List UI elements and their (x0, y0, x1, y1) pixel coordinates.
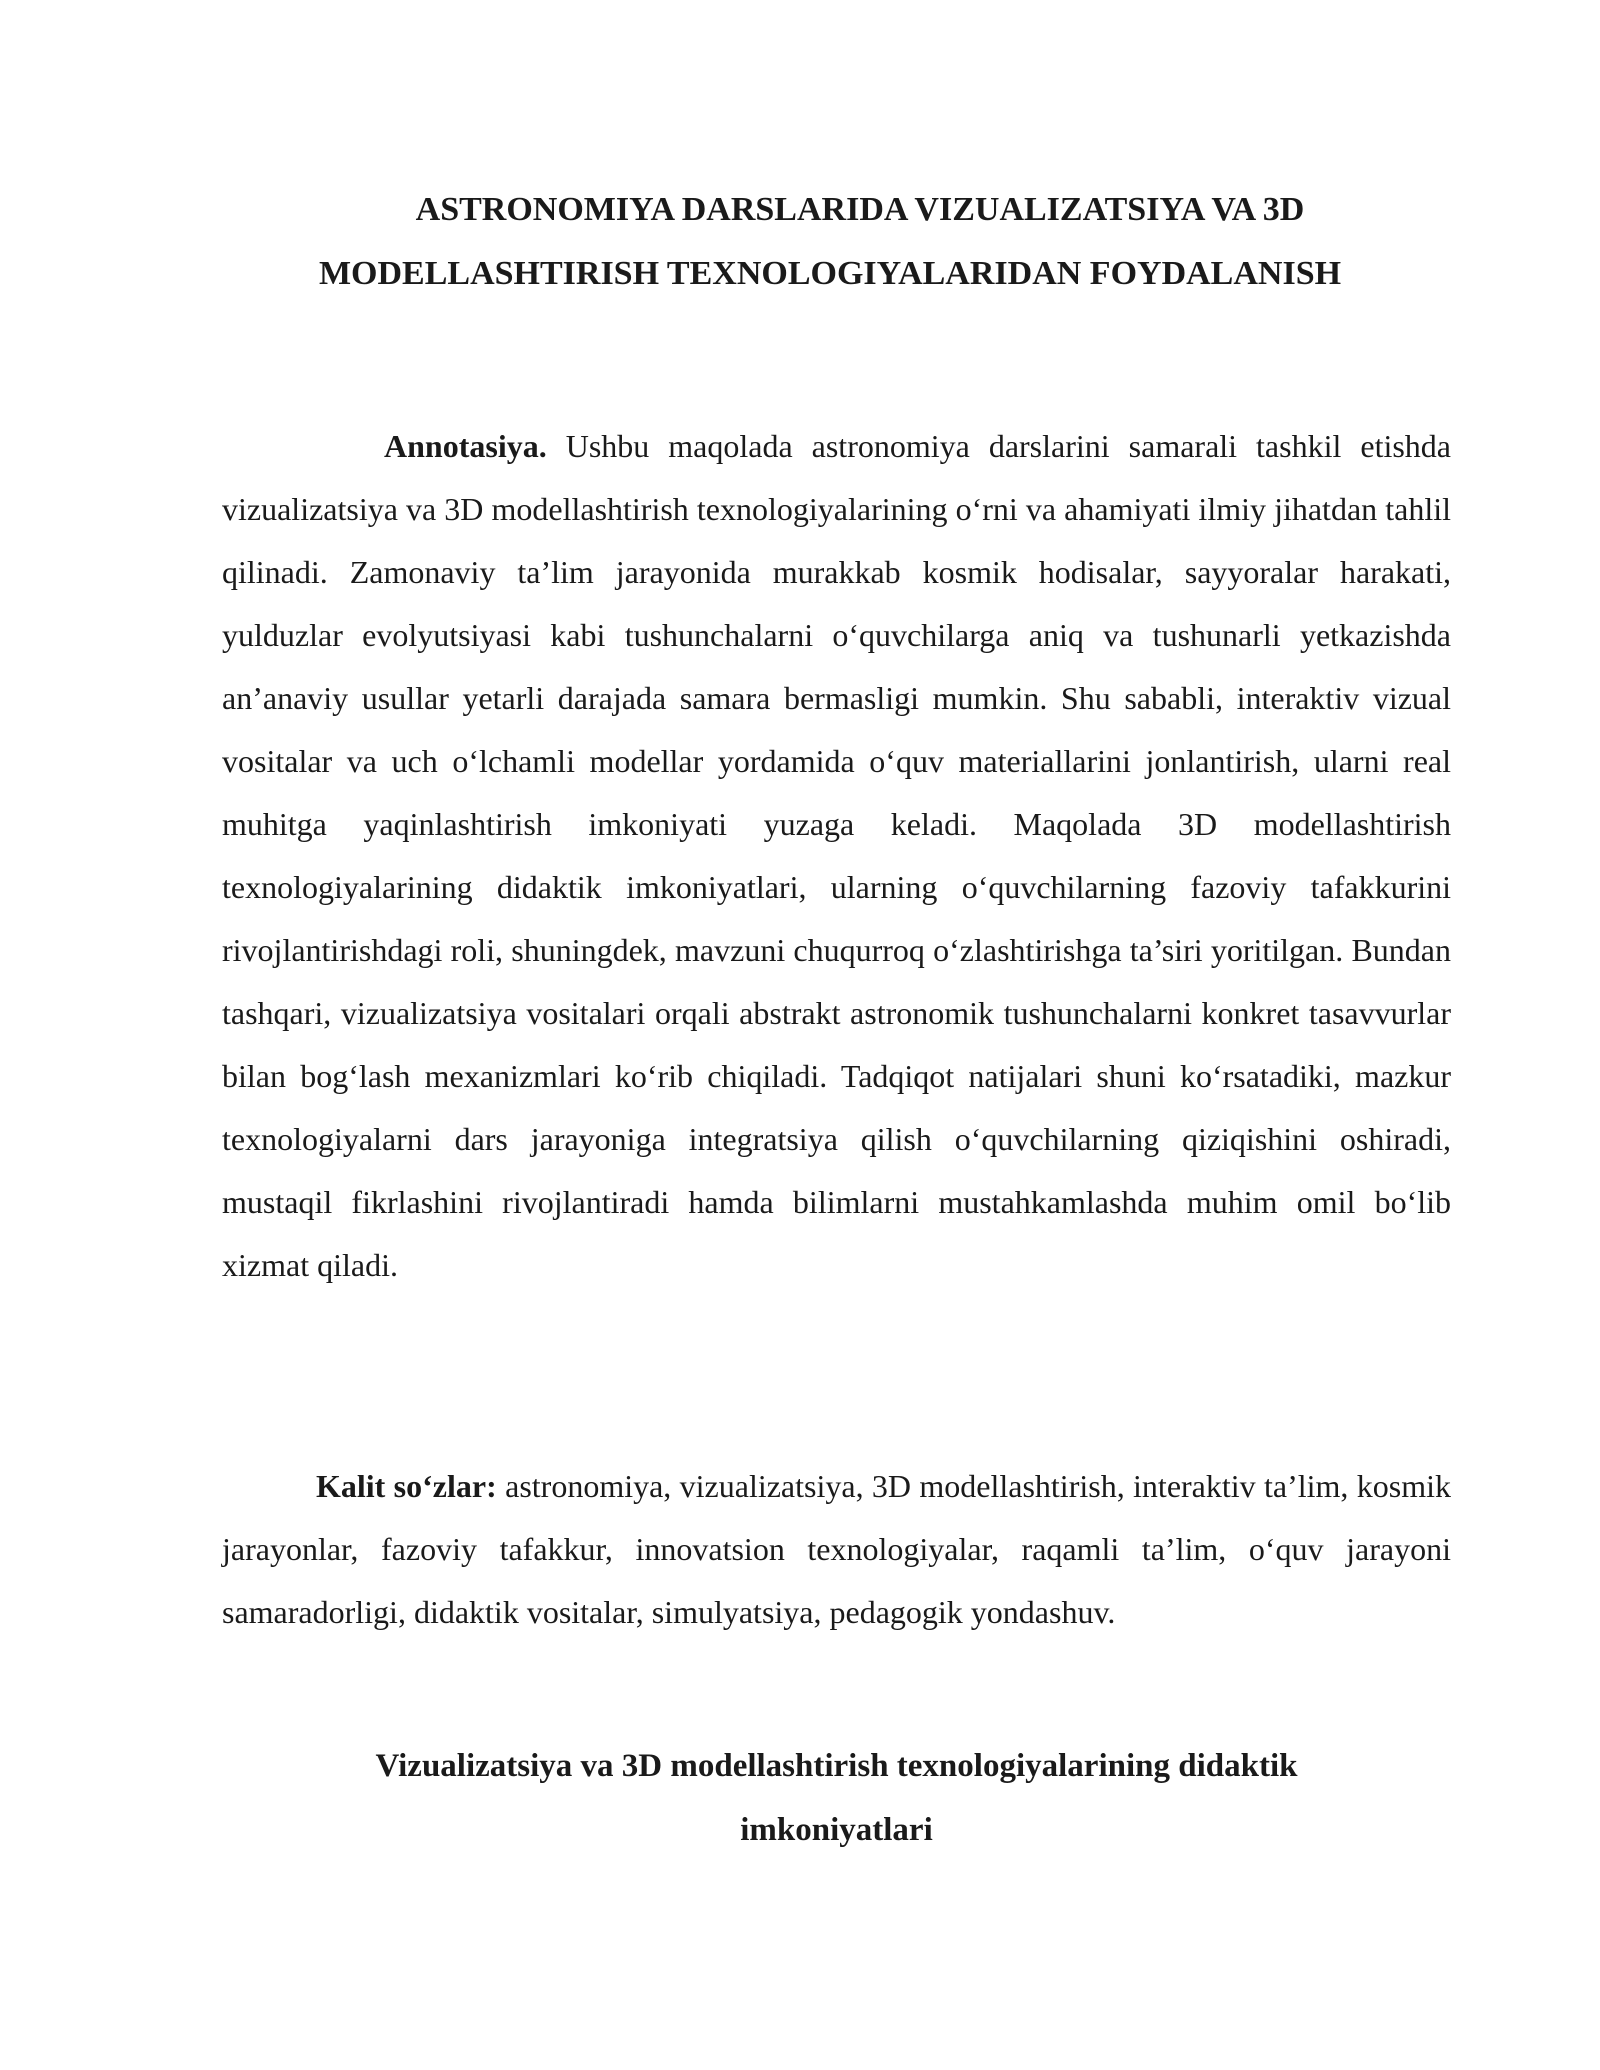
keywords-text: astronomiya, vizualizatsiya, 3D modellashtirish, interaktiv ta’lim, kosmik jarayonlar, fazoviy tafakkur, innovatsion texnologiyalar, raqamli ta’lim, o‘quv jarayoni samaradorligi, didaktik vositalar, simulyatsiya, pedagogik yondashuv. (222, 1468, 1452, 1630)
document-title (260, 178, 1400, 306)
abstract-text: Ushbu maqolada astronomiya darslarini samarali tashkil etishda vizualizatsiya va 3D modellashtirish texnologiyalarining o‘rni va ahamiyati ilmiy jihatdan tahlil qilinadi. Zamonaviy ta’lim jarayonida murakkab kosmik hodisalar, sayyoralar harakati, yulduzlar evolyutsiyasi kabi tushunchalarni o‘quvchilarga aniq va tushunarli yetkazishda an’anaviy usullar yetarli darajada samara bermasligi mumkin. Shu sababli, interaktiv vizual vositalar va uch o‘lchamli modellar yordamida o‘quv materiallarini jonlantirish, ularni real muhitga yaqinlashtirish imkoniyati yuzaga keladi. Maqolada 3D modellashtirish texnologiyalarining didaktik imkoniyatlari, ularning o‘quvchilarning fazoviy tafakkurini rivojlantirishdagi roli, shuningdek, mavzuni chuqurroq o‘zlashtirishga ta’siri yoritilgan. Bundan tashqari, vizualizatsiya vositalari orqali abstrakt astronomik tushunchalarni konkret tasavvurlar bilan bog‘lash mexanizmlari ko‘rib chiqiladi. Tadqiqot natijalari shuni ko‘rsatadiki, mazkur texnologiyalarni dars jarayoniga integratsiya qilish o‘quvchilarning qiziqishini oshiradi, mustaqil fikrlashini rivojlantiradi hamda bilimlarni mustahkamlashda muhim omil bo‘lib xizmat qiladi. (222, 428, 1452, 1283)
section-heading-line-1: Vizualizatsiya va 3D modellashtirish texnologiyalarining didaktik (375, 1748, 1298, 1784)
section-heading-line-2: imkoniyatlari (740, 1812, 933, 1848)
abstract-label: Annotasiya. (384, 428, 547, 464)
keywords-label: Kalit so‘zlar: (316, 1468, 497, 1504)
section-heading (222, 1734, 1451, 1862)
title-line-2: MODELLASHTIRISH TEXNOLOGIYALARIDAN FOYDALANISH (318, 255, 1342, 292)
title-line-1: ASTRONOMIYA DARSLARIDA VIZUALIZATSIYA VA 3D (415, 191, 1305, 228)
keywords-paragraph (222, 1455, 1451, 1644)
abstract-paragraph (222, 415, 1451, 1297)
